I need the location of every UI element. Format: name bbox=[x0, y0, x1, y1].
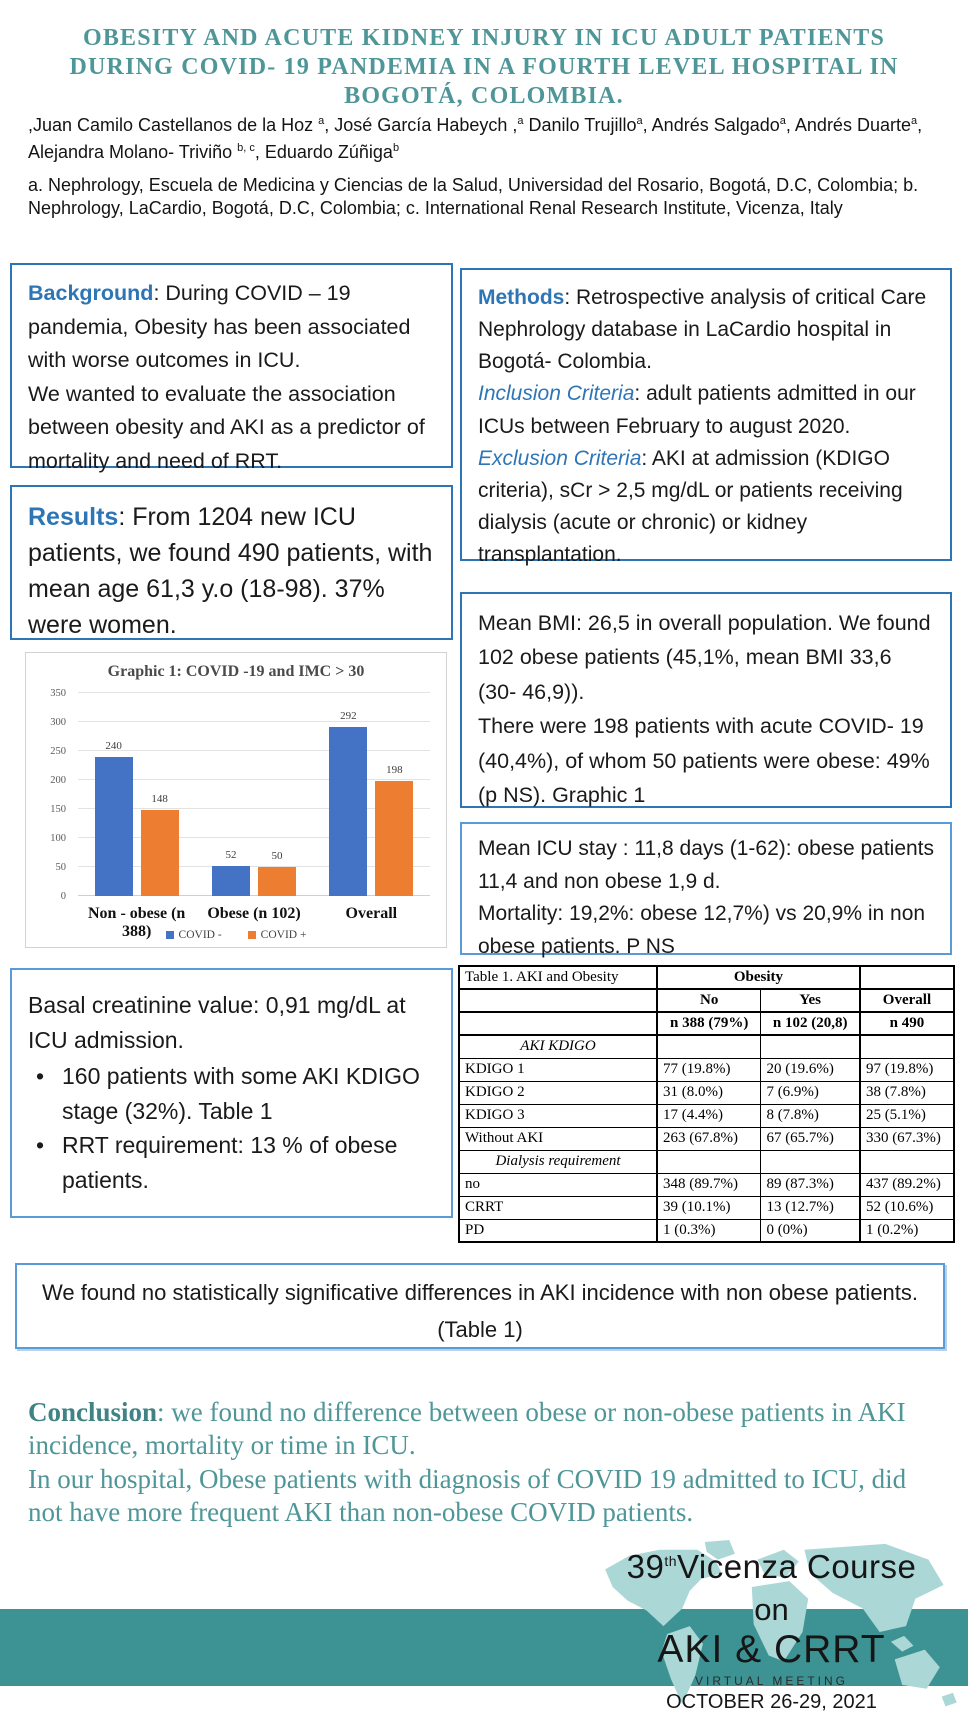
author-affil-sup: a bbox=[910, 115, 918, 127]
bar-series1-cat0 bbox=[141, 793, 179, 896]
table-cell: 330 (67.3%) bbox=[860, 1127, 954, 1150]
significance-text: We found no statistically significative differences in AKI incidence with non obese patients. (Table 1) bbox=[41, 1280, 919, 1343]
legend-label: COVID - bbox=[178, 929, 222, 941]
table-cell: n 388 (79%) bbox=[657, 1012, 761, 1035]
table-cell: 39 (10.1%) bbox=[657, 1196, 761, 1219]
table-cell bbox=[860, 1150, 954, 1173]
bar-series1-cat1 bbox=[258, 850, 296, 896]
category-label: Overall bbox=[345, 905, 398, 922]
conclusion-label: Conclusion bbox=[28, 1397, 158, 1427]
background-text-2: We wanted to evaluate the association between obesity and AKI as a predictor of mortality and need of RRT. bbox=[28, 381, 425, 473]
author-name: , Andrés Salgado bbox=[642, 115, 780, 135]
table-cell bbox=[459, 989, 657, 1012]
conclusion bbox=[28, 1396, 942, 1530]
author-name: Danilo Trujillo bbox=[523, 115, 637, 135]
author-name: ,Juan Camilo Castellanos de la Hoz bbox=[28, 115, 319, 135]
y-tick-label: 100 bbox=[50, 833, 66, 845]
inclusion-text: : adult patients admitted in our ICUs between February to august 2020. bbox=[478, 382, 916, 438]
table-cell: Dialysis requirement bbox=[459, 1150, 657, 1173]
table-cell: 0 (0%) bbox=[761, 1219, 860, 1242]
table-row bbox=[459, 1058, 954, 1081]
logo-line-3: AKI & CRRT bbox=[657, 1628, 886, 1671]
table-row bbox=[459, 1127, 954, 1150]
significance-box bbox=[15, 1263, 945, 1349]
affiliations: a. Nephrology, Escuela de Medicina y Ciencias de la Salud, Universidad del Rosario, Bogotá, D.C, Colombia; b. Nephrology, LaCardio, Bogotá, D.C, Colombia; c. International Renal Research Institute, Vicenza, Italy bbox=[28, 175, 919, 219]
legend-swatch-icon bbox=[248, 931, 256, 939]
icu-stay-text-1: Mean ICU stay : 11,8 days (1-62): obese patients 11,4 and non obese 1,9 d. bbox=[478, 837, 935, 893]
bar-series0-cat2 bbox=[329, 709, 367, 896]
table-cell: 38 (7.8%) bbox=[860, 1081, 954, 1104]
table-cell: 13 (12.7%) bbox=[761, 1196, 860, 1219]
table-cell: KDIGO 1 bbox=[459, 1058, 657, 1081]
table-cell: 20 (19.6%) bbox=[761, 1058, 860, 1081]
bar-series0-cat0 bbox=[95, 739, 133, 896]
table-row bbox=[459, 1173, 954, 1196]
exclusion-text: : AKI at admission (KDIGO criteria), sCr > 2,5 mg/dL or patients receiving dialysis (acute or chronic) or kidney transplantation. bbox=[478, 446, 903, 566]
table-cell bbox=[459, 1012, 657, 1035]
table-cell: no bbox=[459, 1173, 657, 1196]
table-cell: No bbox=[657, 989, 761, 1012]
bmi-box bbox=[460, 592, 952, 808]
vicenza-course-logo bbox=[575, 1548, 968, 1714]
logo-line-1 bbox=[575, 1548, 968, 1586]
legend-item bbox=[248, 929, 307, 941]
background-box bbox=[10, 263, 453, 473]
logo-line-5: OCTOBER 26-29, 2021 bbox=[666, 1691, 877, 1713]
creatinine-intro: Basal creatinine value: 0,91 mg/dL at ICU admission. bbox=[28, 992, 406, 1053]
table-cell: Overall bbox=[860, 989, 954, 1012]
y-tick-label: 200 bbox=[50, 775, 66, 787]
table-cell bbox=[761, 1035, 860, 1058]
table-cell bbox=[761, 1150, 860, 1173]
table-cell: 67 (65.7%) bbox=[761, 1127, 860, 1150]
table-cell: KDIGO 2 bbox=[459, 1081, 657, 1104]
table-cell: Without AKI bbox=[459, 1127, 657, 1150]
table-row bbox=[459, 1012, 954, 1035]
legend-label: COVID + bbox=[260, 929, 307, 941]
table-cell: n 490 bbox=[860, 1012, 954, 1035]
bmi-text-2: There were 198 patients with acute COVID- 19 (40,4%), of whom 50 patients were obese: 49% (p NS). Graphic 1 bbox=[478, 714, 930, 807]
logo-line-2: on bbox=[754, 1592, 789, 1627]
bar-value-label: 292 bbox=[340, 709, 357, 722]
chart-bars bbox=[78, 693, 430, 896]
author-affil-sup: a bbox=[517, 115, 524, 127]
y-tick-label: 150 bbox=[50, 804, 66, 815]
table-cell: 7 (6.9%) bbox=[761, 1081, 860, 1104]
author-affil-sup: a bbox=[318, 115, 325, 127]
author-name: , Andrés Duarte bbox=[785, 115, 911, 135]
chart-plot-area bbox=[78, 693, 430, 896]
table-row bbox=[459, 1035, 954, 1058]
table-cell: 89 (87.3%) bbox=[761, 1173, 860, 1196]
legend-swatch-icon bbox=[166, 931, 174, 939]
y-tick-label: 50 bbox=[55, 862, 66, 874]
methods-label: Methods bbox=[478, 286, 565, 309]
conclusion-text: : we found no difference between obese or non-obese patients in AKI incidence, mortality or time in ICU. bbox=[28, 1397, 906, 1461]
table-cell: 17 (4.4%) bbox=[657, 1104, 761, 1127]
poster-title: OBESITY AND ACUTE KIDNEY INJURY IN ICU ADULT PATIENTS DURING COVID- 19 PANDEMIA IN A FOURTH LEVEL HOSPITAL IN BOGOTÁ, COLOMBIA. bbox=[69, 25, 899, 109]
bar-group bbox=[313, 693, 430, 896]
category-label: Non - obese (n 388) bbox=[87, 905, 186, 940]
bar-group bbox=[78, 693, 195, 896]
table-cell: 263 (67.8%) bbox=[657, 1127, 761, 1150]
y-tick-label: 300 bbox=[50, 717, 66, 728]
authors bbox=[28, 112, 952, 166]
table-cell: 437 (89.2%) bbox=[860, 1173, 954, 1196]
bar-value-label: 52 bbox=[225, 848, 237, 861]
category-label: Obese (n 102) bbox=[207, 905, 301, 922]
logo-course-name: Vicenza Course bbox=[677, 1548, 917, 1585]
y-tick-label: 350 bbox=[50, 688, 66, 699]
creatinine-box bbox=[10, 968, 453, 1218]
bullet-item: • 160 patients with some AKI KDIGO stage (32%). Table 1 bbox=[28, 1059, 435, 1128]
logo-ordinal: th bbox=[664, 1553, 678, 1569]
bar-group bbox=[195, 693, 312, 896]
chart-title: Graphic 1: COVID -19 and IMC > 30 bbox=[107, 663, 365, 680]
table-cell: KDIGO 3 bbox=[459, 1104, 657, 1127]
y-tick-label: 250 bbox=[50, 746, 66, 757]
results-box bbox=[10, 485, 453, 640]
icu-stay-text-2: Mortality: 19,2%: obese 12,7%) vs 20,9% in non obese patients. P NS bbox=[478, 902, 926, 958]
table-cell: 25 (5.1%) bbox=[860, 1104, 954, 1127]
bmi-text-1: Mean BMI: 26,5 in overall population. We found 102 obese patients (45,1%, mean BMI 33,6 (30- 46,9)). bbox=[478, 611, 931, 704]
bar-value-label: 198 bbox=[386, 764, 403, 777]
graphic-1-chart bbox=[25, 652, 447, 948]
table-1-wrap bbox=[458, 965, 955, 1243]
table-cell: 8 (7.8%) bbox=[761, 1104, 860, 1127]
author-affil-sup: a bbox=[779, 115, 786, 127]
table-cell: 77 (19.8%) bbox=[657, 1058, 761, 1081]
author-affil-sup: a bbox=[636, 115, 643, 127]
inclusion-criteria bbox=[478, 378, 934, 442]
bar-value-label: 50 bbox=[271, 850, 283, 862]
table-cell: 31 (8.0%) bbox=[657, 1081, 761, 1104]
bullet-item: • RRT requirement: 13 % of obese patients. bbox=[28, 1128, 435, 1197]
exclusion-criteria bbox=[478, 443, 934, 572]
table-cell bbox=[860, 1035, 954, 1058]
table-cell: Table 1. AKI and Obesity bbox=[459, 966, 657, 989]
chart-legend bbox=[26, 929, 446, 941]
table-cell: n 102 (20,8) bbox=[761, 1012, 860, 1035]
icu-stay-box bbox=[460, 822, 952, 958]
bar-series1-cat2 bbox=[375, 764, 413, 896]
bar-value-label: 148 bbox=[151, 793, 168, 806]
exclusion-label: Exclusion Criteria bbox=[478, 446, 642, 470]
author-affil-sup: b, c bbox=[237, 142, 255, 154]
logo-line-4: VIRTUAL MEETING bbox=[694, 1674, 849, 1688]
table-row bbox=[459, 966, 954, 989]
table-row bbox=[459, 1081, 954, 1104]
conclusion-text-2: In our hospital, Obese patients with diagnosis of COVID 19 admitted to ICU, did not have more frequent AKI than non-obese COVID patients. bbox=[28, 1463, 907, 1528]
author-name: , José García Habeych , bbox=[324, 115, 518, 135]
table-cell: Obesity bbox=[657, 966, 860, 989]
background-text: : During COVID – 19 pandemia, Obesity has been associated with worse outcomes in ICU. bbox=[28, 281, 411, 373]
table-row bbox=[459, 989, 954, 1012]
inclusion-label: Inclusion Criteria bbox=[478, 382, 635, 406]
background-label: Background bbox=[28, 281, 154, 305]
logo-number: 39 bbox=[626, 1548, 665, 1585]
table-cell bbox=[657, 1150, 761, 1173]
table-cell bbox=[860, 966, 954, 989]
methods-box bbox=[460, 268, 952, 566]
results-text: : From 1204 new ICU patients, we found 490 patients, with mean age 61,3 y.o (18-98). 37% were women. bbox=[28, 503, 433, 639]
creatinine-bullets bbox=[28, 1059, 435, 1197]
aki-table bbox=[458, 965, 955, 1243]
table-row bbox=[459, 1150, 954, 1173]
legend-item bbox=[166, 929, 222, 941]
chart-y-axis bbox=[32, 688, 72, 902]
table-cell bbox=[657, 1035, 761, 1058]
table-cell: 1 (0.3%) bbox=[657, 1219, 761, 1242]
table-cell: Yes bbox=[761, 989, 860, 1012]
y-tick-label: 0 bbox=[60, 891, 66, 902]
results-label: Results bbox=[28, 503, 119, 531]
methods-text: : Retrospective analysis of critical Care Nephrology database in LaCardio hospital in Bogotá- Colombia. bbox=[478, 286, 927, 374]
table-cell: PD bbox=[459, 1219, 657, 1242]
table-cell: 348 (89.7%) bbox=[657, 1173, 761, 1196]
author-name: , Eduardo Zúñiga bbox=[254, 142, 393, 162]
bar-value-label: 240 bbox=[105, 739, 122, 752]
table-cell: 52 (10.6%) bbox=[860, 1196, 954, 1219]
table-row bbox=[459, 1219, 954, 1242]
table-row bbox=[459, 1196, 954, 1219]
table-cell: AKI KDIGO bbox=[459, 1035, 657, 1058]
table-cell: 97 (19.8%) bbox=[860, 1058, 954, 1081]
author-affil-sup: b bbox=[392, 142, 400, 154]
table-cell: 1 (0.2%) bbox=[860, 1219, 954, 1242]
table-cell: CRRT bbox=[459, 1196, 657, 1219]
author-name: , Alejandra Molano- Triviño bbox=[28, 115, 923, 162]
table-row bbox=[459, 1104, 954, 1127]
bar-series0-cat1 bbox=[212, 848, 250, 896]
